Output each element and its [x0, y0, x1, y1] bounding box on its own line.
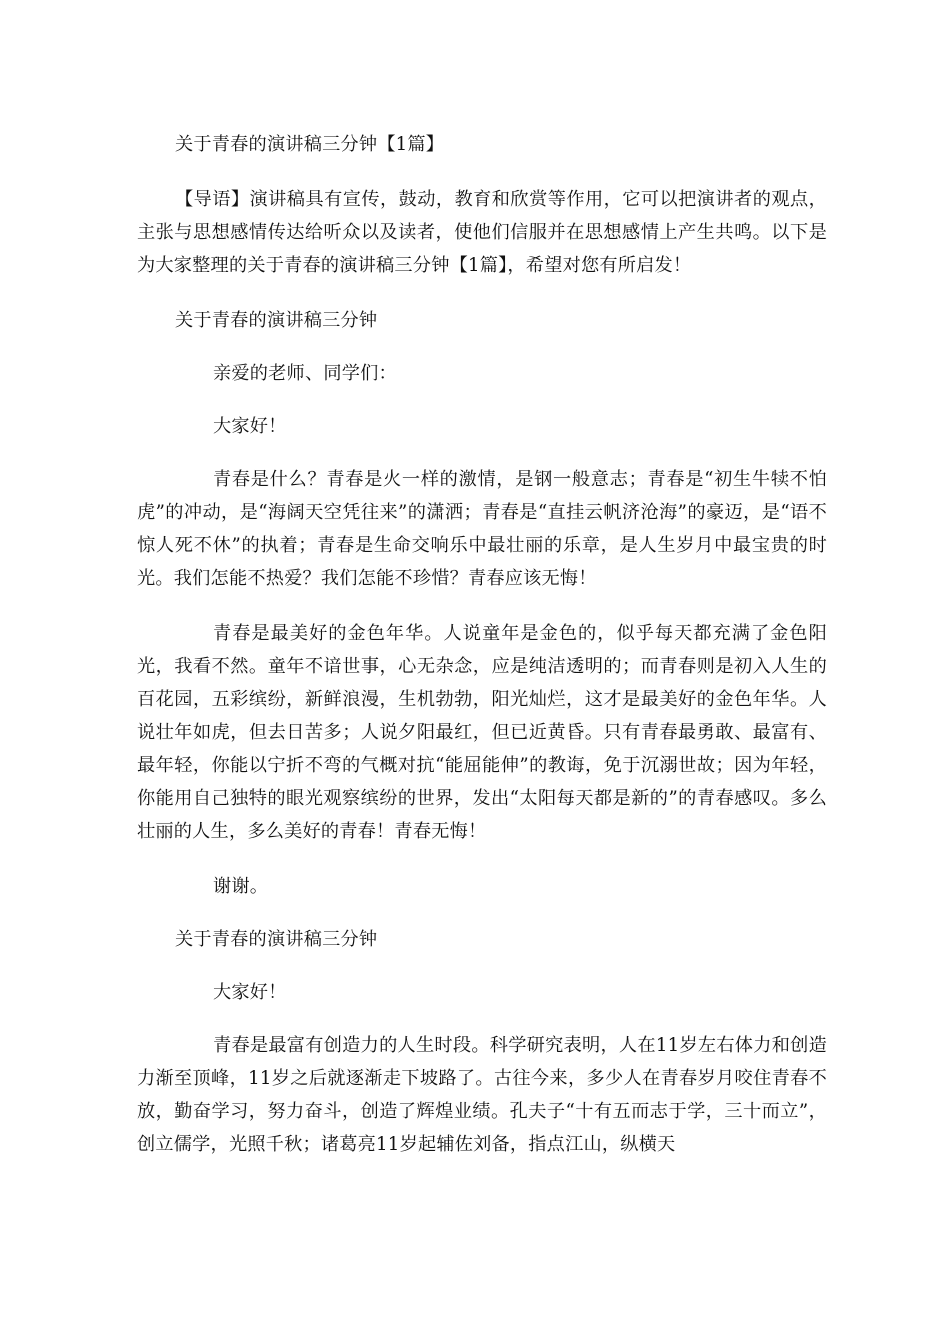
- speech2-paragraph-1: 青春是最富有创造力的人生时段。科学研究表明，人在11岁左右体力和创造力渐至顶峰，11岁之后就逐渐走下坡路了。古往今来，多少人在青春岁月咬住青春不放，勤奋学习，努力奋斗，创造了辉煌业绩。孔夫子“十有五而志于学，三十而立”，创立儒学，光照千秋；诸葛亮11岁起辅佐刘备，指点江山，纵横天: [137, 1035, 827, 1155]
- speech2-greeting: 大家好！: [213, 982, 287, 1003]
- speech1-greeting: 大家好！: [213, 416, 287, 437]
- document-page: [137, 128, 827, 1161]
- speech1-paragraph-2: 青春是最美好的金色年华。人说童年是金色的，似乎每天都充满了金色阳光，我看不然。童年不谙世事，心无杂念，应是纯洁透明的；而青春则是初入人生的百花园，五彩缤纷，新鲜浪漫，生机勃勃，阳光灿烂，这才是最美好的金色年华。人说壮年如虎，但去日苦多；人说夕阳最红，但已近黄昏。只有青春最勇敢、最富有、最年轻，你能以宁折不弯的气概对抗“能屈能伸”的教诲，免于沉溺世故；因为年轻，你能用自己独特的眼光观察缤纷的世界，发出“太阳每天都是新的”的青春感叹。多么壮丽的人生，多么美好的青春！青春无悔！: [137, 623, 827, 842]
- speech2-title: 关于青春的演讲稿三分钟: [175, 929, 378, 950]
- document-heading: 关于青春的演讲稿三分钟【1篇】: [175, 134, 445, 155]
- intro-paragraph: 【导语】演讲稿具有宣传，鼓动，教育和欣赏等作用，它可以把演讲者的观点，主张与思想感情传达给听众以及读者，使他们信服并在思想感情上产生共鸣。以下是为大家整理的关于青春的演讲稿三分钟【1篇】，希望对您有所启发！: [137, 189, 827, 276]
- speech1-salutation: 亲爱的老师、同学们：: [213, 363, 397, 384]
- speech1-title: 关于青春的演讲稿三分钟: [175, 310, 378, 331]
- speech1-paragraph-1: 青春是什么？青春是火一样的激情，是钢一般意志；青春是“初生牛犊不怕虎”的冲动，是“海阔天空凭往来”的潇洒；青春是“直挂云帆济沧海”的豪迈，是“语不惊人死不休”的执着；青春是生命交响乐中最壮丽的乐章，是人生岁月中最宝贵的时光。我们怎能不热爱？我们怎能不珍惜？青春应该无悔！: [137, 469, 827, 589]
- speech1-closing: 谢谢。: [213, 876, 269, 897]
